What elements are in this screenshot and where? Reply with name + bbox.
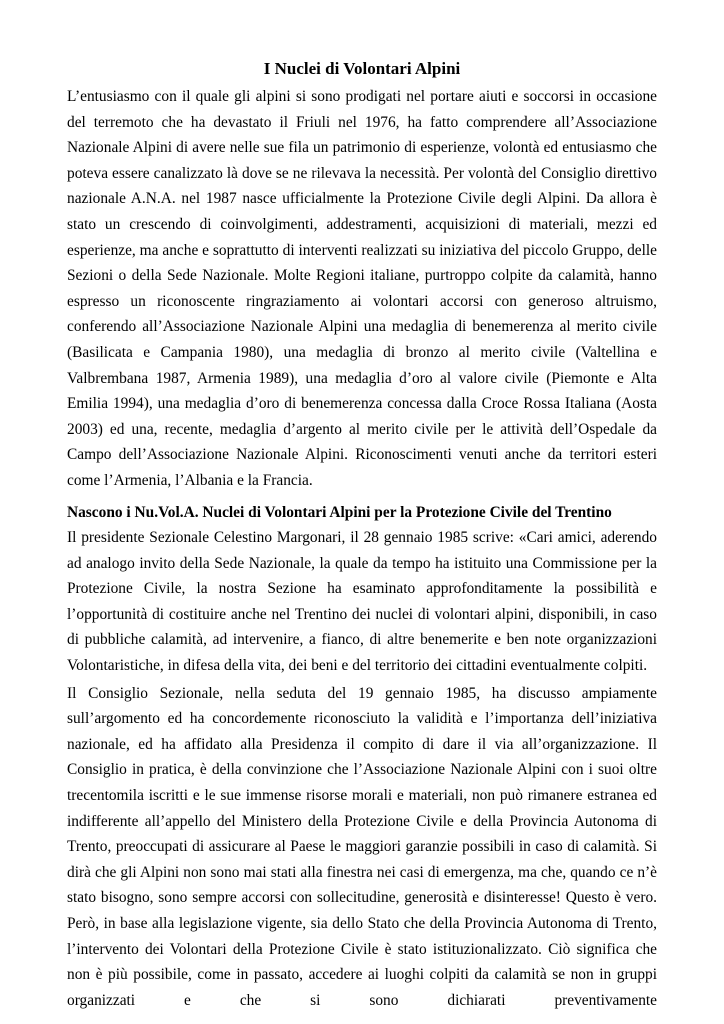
paragraph-intro: L’entusiasmo con il quale gli alpini si sono prodigati nel portare aiuti e soccorsi in occasione del terremoto che ha devastato il Friuli nel 1976, ha fatto comprendere all’Associazione Nazionale Alpini di avere nelle sue fila un patrimonio di esperienze, volontà ed entusiasmo che poteva essere canalizzato là dove se ne rilevava la necessità. Per volontà del Consiglio direttivo nazionale A.N.A. nel 1987 nasce ufficialmente la Protezione Civile degli Alpini. Da allora è stato un crescendo di coinvolgimenti, addestramenti, acquisizioni di materiali, mezzi ed esperienze, ma anche e soprattutto di interventi realizzati su iniziativa del piccolo Gruppo, delle Sezioni o della Sede Nazionale. Molte Regioni italiane, purtroppo colpite da calamità, hanno espresso un riconoscente ringraziamento ai volontari accorsi con generoso altruismo, conferendo all’Associazione Nazionale Alpini una medaglia di benemerenza al merito civile (Basilicata e Campania 1980), una medaglia di bronzo al merito civile (Valtellina e Valbrembana 1987, Armenia 1989), una medaglia d’oro al valore civile (Piemonte e Alta Emilia 1994), una medaglia d’oro di benemerenza concessa dalla Croce Rossa Italiana (Aosta 2003) ed una, recente, medaglia d’argento al merito civile per le attività dell’Ospedale da Campo dell’Associazione Nazionale Alpini. Riconoscimenti venuti anche da territori esteri come l’Armenia, l’Albania e la Francia. (67, 88, 657, 489)
paragraph-letter: Il presidente Sezionale Celestino Margonari, il 28 gennaio 1985 scrive: «Cari amici, aderendo ad analogo invito della Sede Nazionale, la quale da tempo ha istituito una Commissione per la Protezione Civile, la nostra Sezione ha esaminato approfonditamente la possibilità e l’opportunità di costituire anche nel Trentino dei nuclei di volontari alpini, disponibili, in caso di pubbliche calamità, ad intervenire, a fianco, di altre benemerite e ben note organizzazioni Volontaristiche, in difesa della vita, dei beni e del territorio dei cittadini eventualmente colpiti. (67, 529, 657, 675)
section-heading: Nascono i Nu.Vol.A. Nuclei di Volontari Alpini per la Protezione Civile del Trentino (67, 503, 612, 521)
paragraph-council: Il Consiglio Sezionale, nella seduta del 19 gennaio 1985, ha discusso ampiamente sull’argomento ed ha concordemente riconosciuto la validità e l’importanza dell’iniziativa nazionale, ed ha affidato alla Presidenza il compito di dare il via all’organizzazione. Il Consiglio in pratica, è della convinzione che l’Associazione Nazionale Alpini con i suoi oltre trecentomila iscritti e le sue immense risorse morali e materiali, non può rimanere estranea ed indifferente all’appello del Ministero della Protezione Civile e della Provincia Autonoma di Trento, preoccupati di assicurare al Paese le maggiori garanzie possibili in caso di calamità. Si dirà che gli Alpini non sono mai stati alla finestra nei casi di emergenza, ma che, quando ce n’è stato bisogno, sono sempre accorsi con sollecitudine, generosità e disinteresse! Questo è vero. Però, in base alla legislazione vigente, sia dello Stato che della Provincia Autonoma di Trento, l’intervento dei Volontari della Protezione Civile è stato istituzionalizzato. Ciò significa che non è più possibile, come in passato, accedere ai luoghi colpiti da calamità se non in gruppi organizzati e che si sono dichiarati preventivamente (67, 684, 657, 1009)
document-page (67, 58, 657, 1013)
document-title: I Nuclei di Volontari Alpini (263, 59, 461, 78)
